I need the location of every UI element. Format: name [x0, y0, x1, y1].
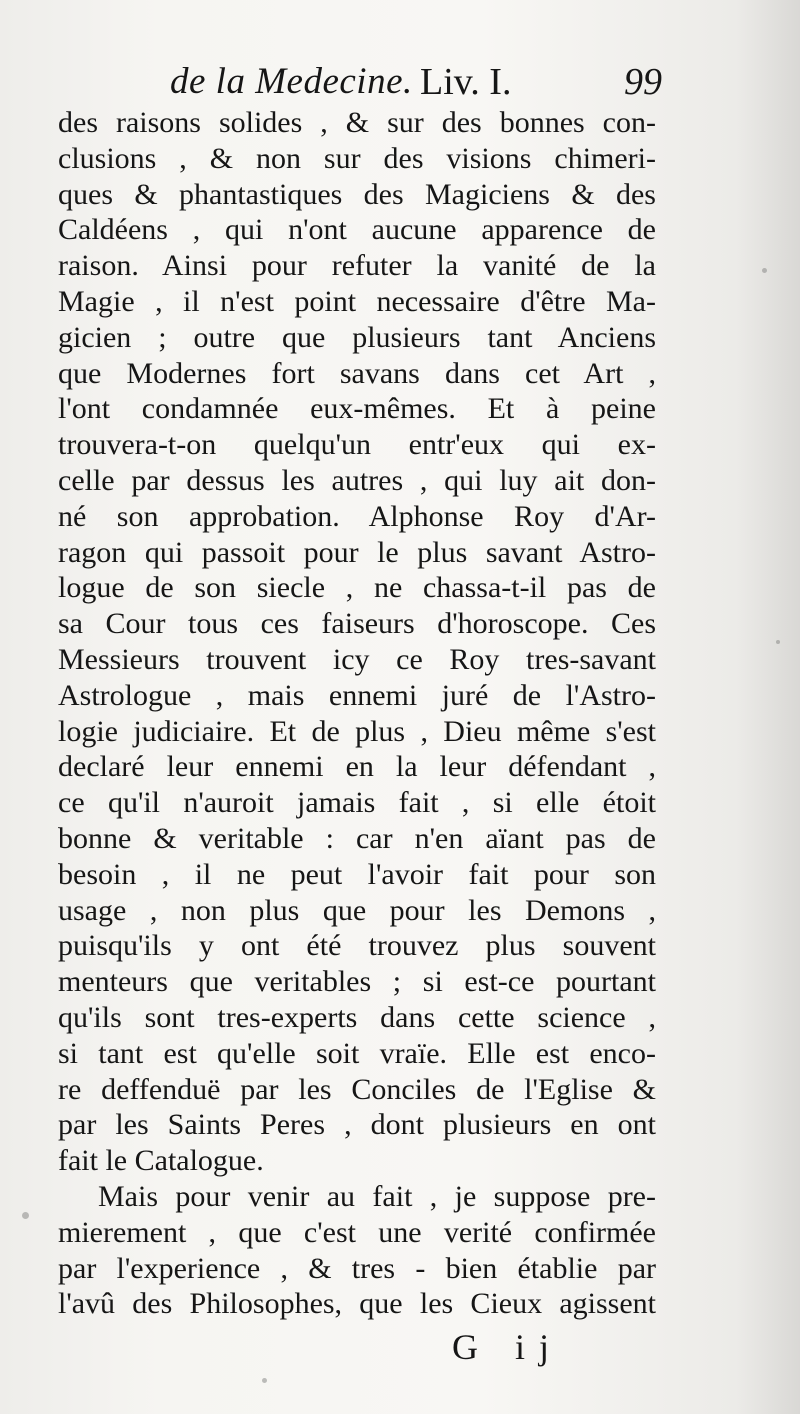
paragraph-end-line: fait le Catalogue.	[58, 1144, 264, 1178]
text-line: clusions , & non sur des visions chimeri-	[58, 141, 656, 175]
text-line: besoin , il ne peut l'avoir fait pour son	[58, 857, 656, 891]
text-line: Messieurs trouvent icy ce Roy tres-savant	[58, 642, 656, 676]
text-line: celle par dessus les autres , qui luy ait don-	[58, 463, 656, 497]
text-line: mierement , que c'est une verité confirmée	[58, 1215, 656, 1249]
book-reference: Liv. I.	[420, 61, 512, 103]
text-line: Astrologue , mais ennemi juré de l'Astro-	[58, 678, 656, 712]
text-line: bonne & veritable : car n'en aïant pas de	[58, 821, 656, 855]
page-number: 99	[624, 61, 662, 103]
paper-speck	[762, 268, 767, 273]
running-title: de la Medecine.	[170, 61, 413, 102]
text-line: ques & phantastiques des Magiciens & des	[58, 177, 656, 211]
paper-speck	[776, 640, 780, 644]
page-header	[170, 60, 670, 110]
text-line: Magie , il n'est point necessaire d'être Ma-	[58, 284, 656, 318]
text-line: puisqu'ils y ont été trouvez plus souvent	[58, 929, 656, 963]
signature-mark: G ij	[452, 1327, 564, 1367]
text-line: que Modernes fort savans dans cet Art ,	[58, 356, 656, 390]
text-line: raison. Ainsi pour refuter la vanité de la	[58, 249, 656, 283]
text-line: usage , non plus que pour les Demons ,	[58, 893, 656, 927]
text-line: l'avû des Philosophes, que les Cieux agissent	[58, 1287, 656, 1321]
text-line: qu'ils sont tres-experts dans cette science ,	[58, 1000, 656, 1034]
text-line: né son approbation. Alphonse Roy d'Ar-	[58, 499, 656, 533]
text-line: sa Cour tous ces faiseurs d'horoscope. Ces	[58, 607, 656, 641]
text-line: logie judiciaire. Et de plus , Dieu même s'est	[58, 714, 656, 748]
text-line: menteurs que veritables ; si est-ce pourtant	[58, 965, 656, 999]
text-line: declaré leur ennemi en la leur défendant ,	[58, 750, 656, 784]
text-line: si tant est qu'elle soit vraïe. Elle est enco-	[58, 1036, 656, 1070]
paper-speck	[262, 1378, 267, 1383]
text-line: ragon qui passoit pour le plus savant Astro-	[58, 535, 656, 569]
text-line: Caldéens , qui n'ont aucune apparence de	[58, 213, 656, 247]
text-line: l'ont condamnée eux-mêmes. Et à peine	[58, 392, 656, 426]
text-line: gicien ; outre que plusieurs tant Anciens	[58, 320, 656, 354]
text-line: logue de son siecle , ne chassa-t-il pas de	[58, 571, 656, 605]
text-line: ce qu'il n'auroit jamais fait , si elle étoit	[58, 786, 656, 820]
paper-speck	[22, 1212, 29, 1219]
text-line: re deffenduë par les Conciles de l'Eglise &	[58, 1072, 656, 1106]
text-line: par les Saints Peres , dont plusieurs en ont	[58, 1108, 656, 1142]
paragraph-start-line: Mais pour venir au fait , je suppose pre-	[98, 1179, 656, 1213]
text-line: des raisons solides , & sur des bonnes con-	[58, 106, 656, 139]
text-line: trouvera-t-on quelqu'un entr'eux qui ex-	[58, 428, 656, 462]
text-line: par l'experience , & tres - bien établie par	[58, 1251, 656, 1285]
body-text	[58, 105, 656, 1322]
